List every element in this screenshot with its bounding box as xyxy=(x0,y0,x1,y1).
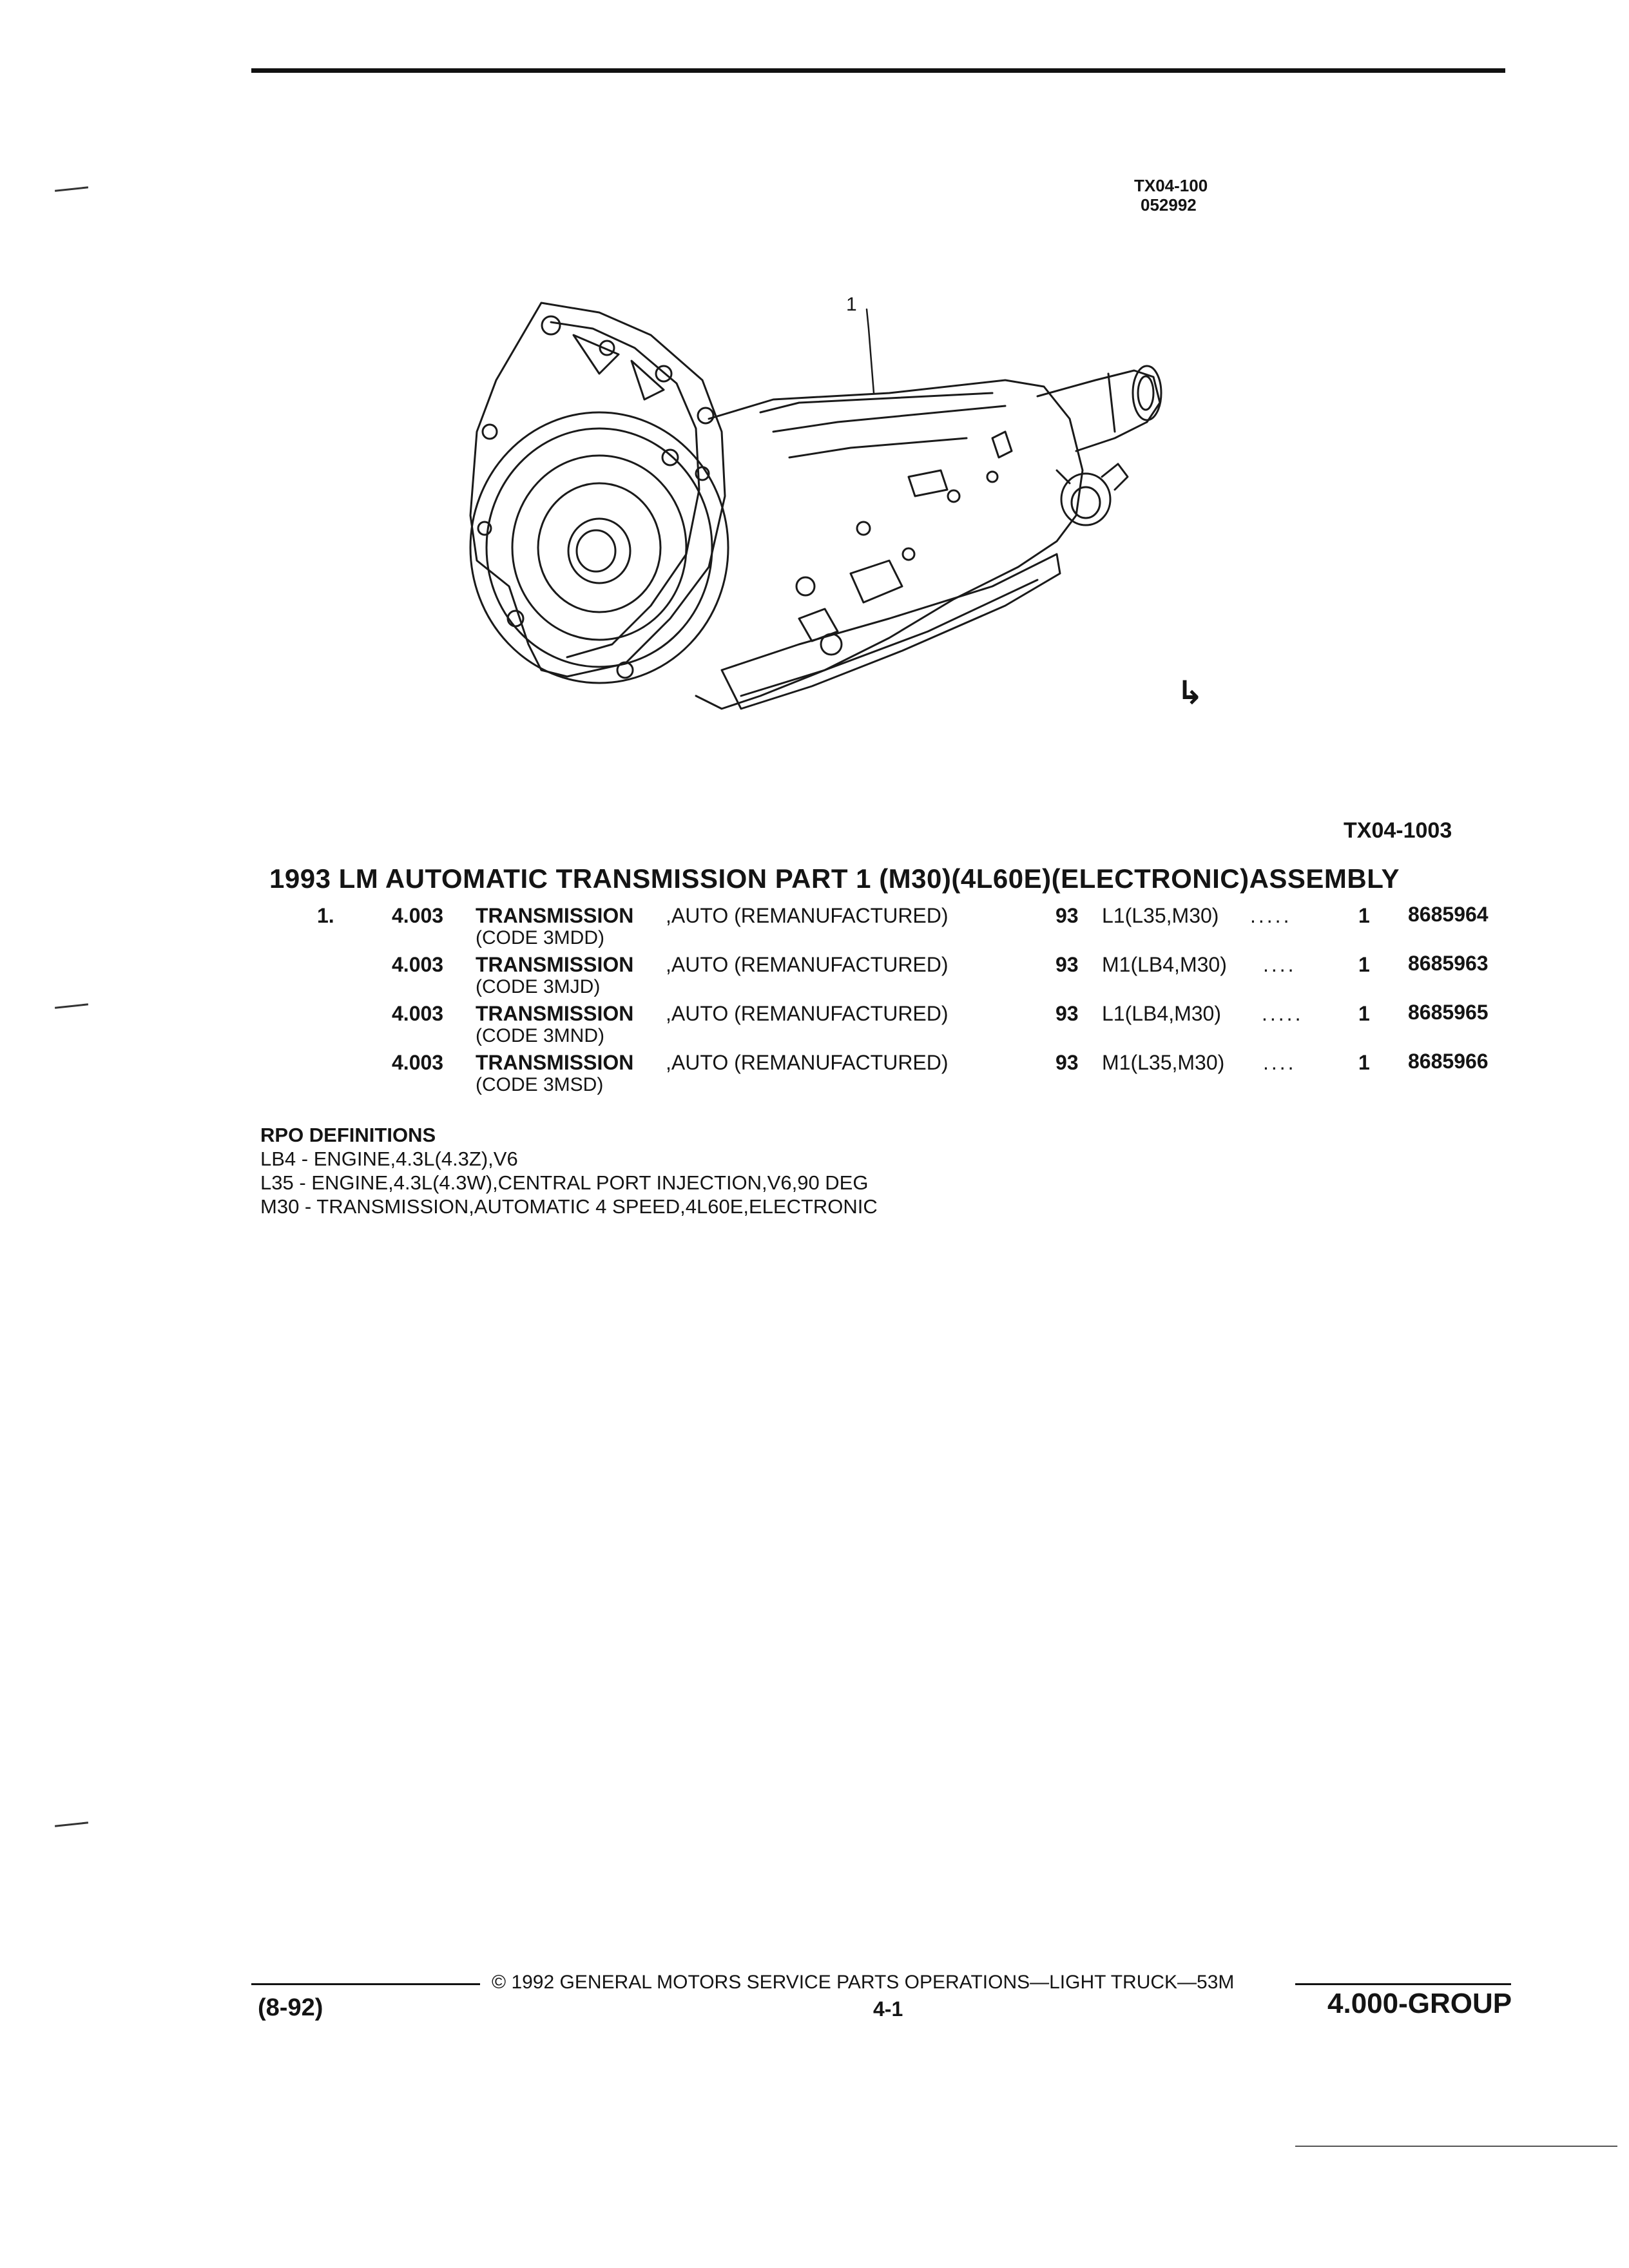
model-year: 93 xyxy=(1055,953,1079,976)
footer-rule-left xyxy=(251,1983,480,1985)
part-number: 8685966 xyxy=(1408,1050,1489,1073)
section-title: 1993 LM AUTOMATIC TRANSMISSION PART 1 (M30)(4L60E)(ELECTRONIC)ASSEMBLY xyxy=(269,863,1400,894)
part-code: (CODE 3MND) xyxy=(476,1025,604,1046)
rpo-heading: RPO DEFINITIONS xyxy=(260,1124,436,1146)
leader-dots: .... xyxy=(1263,1051,1296,1074)
usage-code: M1(LB4,M30) xyxy=(1102,953,1227,976)
torque-converter xyxy=(470,412,728,683)
model-year: 93 xyxy=(1055,904,1079,927)
part-number: 8685965 xyxy=(1408,1001,1489,1024)
usage-code: L1(L35,M30) xyxy=(1102,904,1219,927)
tail-housing xyxy=(1037,370,1160,451)
footer-date: (8-92) xyxy=(258,1994,323,2021)
part-name: TRANSMISSION xyxy=(476,904,634,927)
footer-copyright: © 1992 GENERAL MOTORS SERVICE PARTS OPERATIONS—LIGHT TRUCK—53M xyxy=(492,1972,1235,1993)
scan-mark xyxy=(55,186,88,191)
rpo-line-l35: L35 - ENGINE,4.3L(4.3W),CENTRAL PORT INJECTION,V6,90 DEG xyxy=(260,1171,869,1194)
rpo-line-lb4: LB4 - ENGINE,4.3L(4.3Z),V6 xyxy=(260,1148,518,1170)
quantity: 1 xyxy=(1358,953,1370,976)
illustration-mark: ↳ xyxy=(1177,675,1204,711)
part-name: TRANSMISSION xyxy=(476,1051,634,1074)
leader-dots: ..... xyxy=(1262,1002,1304,1025)
group-number: 4.003 xyxy=(392,1002,444,1025)
figure-reference: TX04-1003 xyxy=(1344,818,1452,843)
quantity: 1 xyxy=(1358,1002,1370,1025)
footer-group: 4.000-GROUP xyxy=(1327,1988,1512,2019)
top-rule xyxy=(251,68,1505,73)
transmission-illustration xyxy=(438,284,1250,747)
rpo-line-m30: M30 - TRANSMISSION,AUTOMATIC 4 SPEED,4L60E,ELECTRONIC xyxy=(260,1195,878,1218)
model-year: 93 xyxy=(1055,1051,1079,1074)
footer-page-number: 4-1 xyxy=(873,1997,903,2021)
figure-code: TX04-100 xyxy=(1134,176,1208,195)
item-number: 1. xyxy=(317,904,334,927)
group-number: 4.003 xyxy=(392,1051,444,1074)
leader-dots: ..... xyxy=(1250,904,1292,927)
part-code: (CODE 3MSD) xyxy=(476,1074,604,1095)
leader-dots: .... xyxy=(1263,953,1296,976)
usage-code: L1(LB4,M30) xyxy=(1102,1002,1221,1025)
usage-code: M1(L35,M30) xyxy=(1102,1051,1225,1074)
part-description: ,AUTO (REMANUFACTURED) xyxy=(666,904,949,927)
part-description: ,AUTO (REMANUFACTURED) xyxy=(666,1002,949,1025)
part-number: 8685964 xyxy=(1408,903,1489,926)
group-number: 4.003 xyxy=(392,904,444,927)
callout-number: 1 xyxy=(846,294,857,315)
figure-date: 052992 xyxy=(1141,195,1197,215)
footer-rule-right xyxy=(1295,1983,1511,1985)
part-name: TRANSMISSION xyxy=(476,1002,634,1025)
group-number: 4.003 xyxy=(392,953,444,976)
part-code: (CODE 3MJD) xyxy=(476,976,601,997)
part-code: (CODE 3MDD) xyxy=(476,927,604,948)
callout-leader xyxy=(867,309,874,393)
part-description: ,AUTO (REMANUFACTURED) xyxy=(666,1051,949,1074)
part-name: TRANSMISSION xyxy=(476,953,634,976)
model-year: 93 xyxy=(1055,1002,1079,1025)
part-description: ,AUTO (REMANUFACTURED) xyxy=(666,953,949,976)
quantity: 1 xyxy=(1358,1051,1370,1074)
part-number: 8685963 xyxy=(1408,952,1489,975)
quantity: 1 xyxy=(1358,904,1370,927)
scan-mark xyxy=(55,1003,88,1008)
bottom-scan-line xyxy=(1295,2146,1617,2147)
scan-mark xyxy=(55,1821,88,1827)
